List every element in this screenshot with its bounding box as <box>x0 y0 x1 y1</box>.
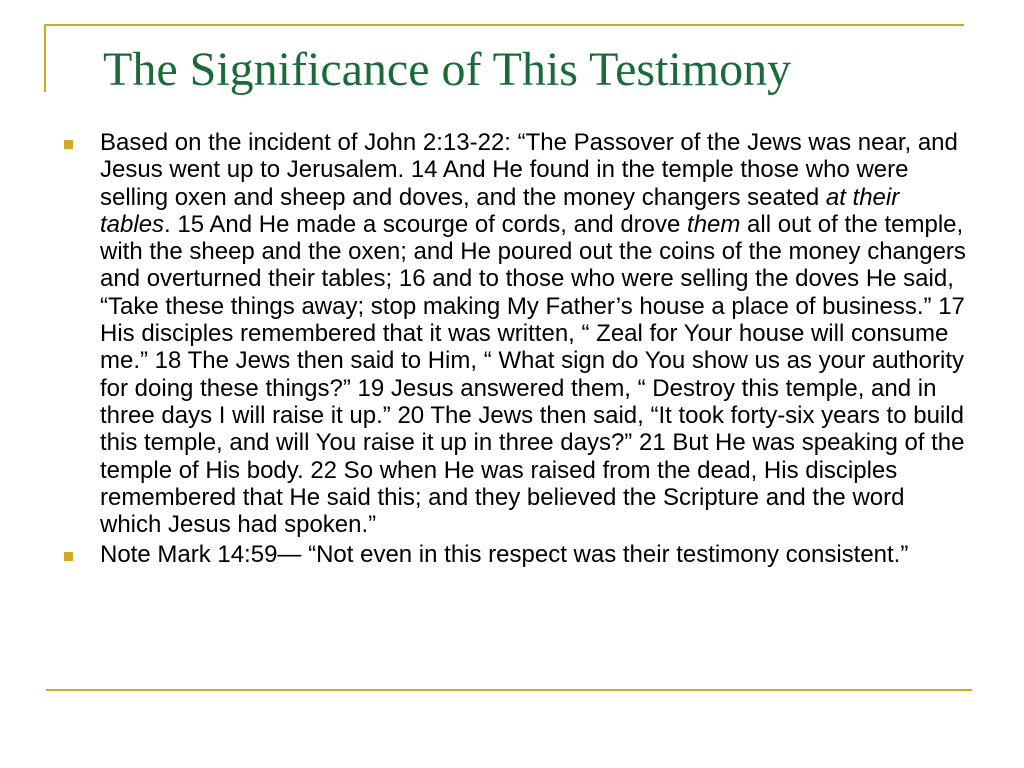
square-bullet-icon <box>64 140 73 149</box>
passage-emphasis-them: them <box>687 210 741 238</box>
bullet-item-mark-note <box>100 541 966 568</box>
bullet-list <box>100 129 966 572</box>
bottom-accent-rule <box>46 689 972 691</box>
top-accent-rule <box>46 24 964 26</box>
note-text: Note Mark 14:59— “Not even in this respect was their testimony consistent.” <box>100 541 909 569</box>
left-accent-rule <box>44 24 46 92</box>
slide-title: The Significance of This Testimony <box>103 43 792 96</box>
bullet-item-john-passage <box>100 129 966 538</box>
passage-text-part-3: all out of the temple, with the sheep and the oxen; and He poured out the coins of the money changers and overturned their tables; 16 and to those who were selling the doves He said, “Take these things away; stop making My Father’s house a place of business.” 17 His disciples remembered that it was written, “ Zeal for Your house will consume me.” 18 The Jews then said to Him, “ What sign do You show us as your authority for doing these things?” 19 Jesus answered them, “ Destroy this temple, and in three days I will raise it up.” 20 The Jews then said, “It took forty-six years to build this temple, and will You raise it up in three days?” 21 But He was speaking of the temple of His body. 22 So when He was raised from the dead, His disciples remembered that He said this; and they believed the Scripture and the word which Jesus had spoken.” <box>100 210 966 539</box>
passage-text-part-1: Based on the incident of John 2:13-22: “The Passover of the Jews was near, and Jesus went up to Jerusalem. 14 And He found in the temple those who were selling oxen and sheep and doves, and the money changers seated <box>100 129 958 211</box>
passage-emphasis-tables: at their tables <box>100 183 900 238</box>
square-bullet-icon <box>64 552 73 561</box>
passage-text-part-2: . 15 And He made a scourge of cords, and drove <box>164 210 688 238</box>
